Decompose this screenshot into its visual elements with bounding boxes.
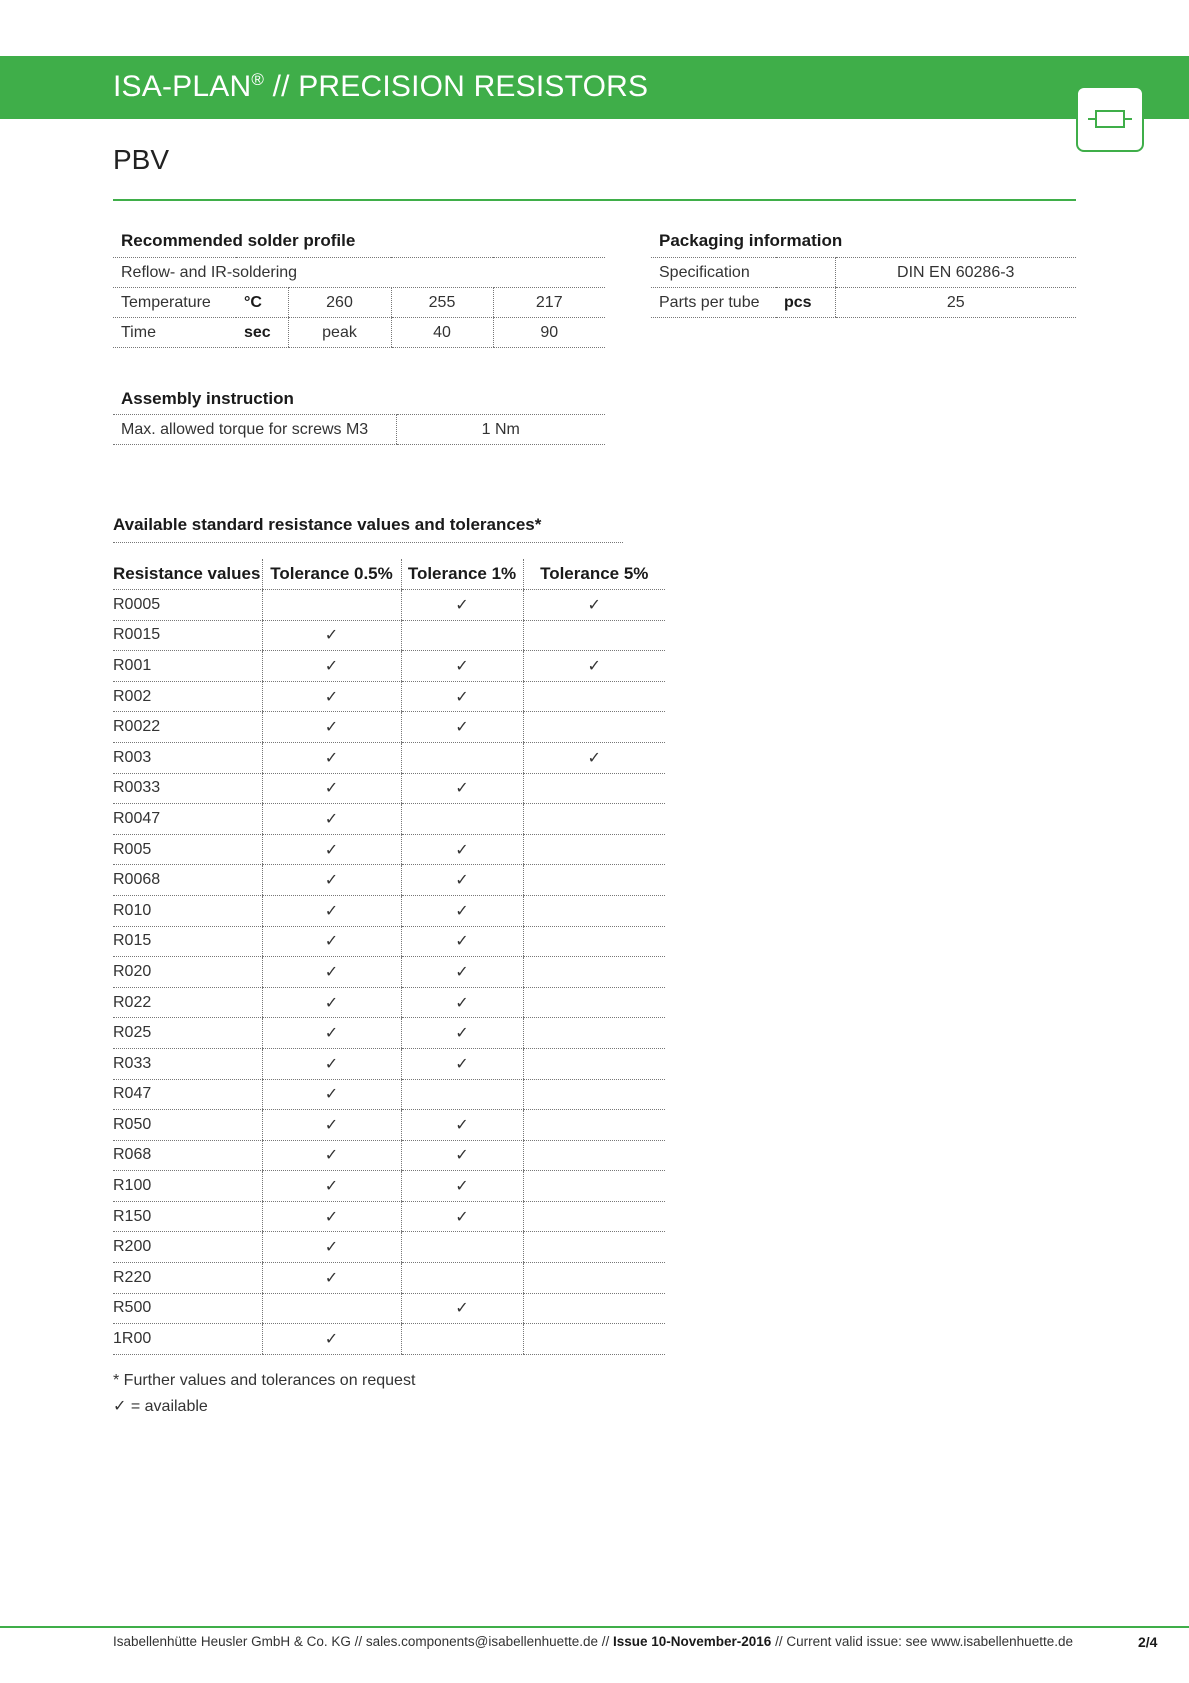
tolerance-cell xyxy=(401,804,523,835)
tolerance-cell xyxy=(523,773,665,804)
tolerance-cell xyxy=(401,1324,523,1355)
title-divider xyxy=(113,199,1076,201)
note-further-values: * Further values and tolerances on request xyxy=(113,1372,416,1389)
tolerance-cell xyxy=(401,742,523,773)
tolerance-cell: ✓ xyxy=(262,1018,401,1049)
resistance-value-cell: R050 xyxy=(113,1110,262,1141)
header-band xyxy=(0,56,1189,119)
table-row: Specification DIN EN 60286-3 xyxy=(651,258,1076,288)
tolerance-cell: ✓ xyxy=(401,1140,523,1171)
resistance-value-cell: R022 xyxy=(113,987,262,1018)
tolerance-cell xyxy=(401,1232,523,1263)
solder-method: Reflow- and IR-soldering xyxy=(113,258,605,288)
tolerance-cell xyxy=(523,1140,665,1171)
table-row xyxy=(113,1110,665,1141)
tolerance-cell: ✓ xyxy=(262,1232,401,1263)
tolerance-cell: ✓ xyxy=(262,834,401,865)
resistance-value-cell: R0022 xyxy=(113,712,262,743)
tolerance-cell: ✓ xyxy=(262,681,401,712)
solder-profile-table xyxy=(113,257,605,348)
tolerance-cell: ✓ xyxy=(262,742,401,773)
resistance-value-cell: R002 xyxy=(113,681,262,712)
resistor-icon xyxy=(1076,86,1144,152)
tolerance-cell: ✓ xyxy=(401,957,523,988)
table-row xyxy=(113,1201,665,1232)
table-row xyxy=(113,1171,665,1202)
resistance-value-cell: R0068 xyxy=(113,865,262,896)
table-row: Time sec peak 40 90 xyxy=(113,318,605,348)
table-row xyxy=(113,1263,665,1294)
resistance-value-cell: R100 xyxy=(113,1171,262,1202)
column-header: Resistance values xyxy=(113,559,262,590)
tolerance-cell: ✓ xyxy=(401,1018,523,1049)
footer-text: Isabellenhütte Heusler GmbH & Co. KG // sales.components@isabellenhuette.de // Issue 10-November-2016 // Current valid issue: see www.isabellenhuette.de xyxy=(113,1634,1073,1649)
tolerance-cell: ✓ xyxy=(262,651,401,682)
table-row xyxy=(113,926,665,957)
tolerance-cell xyxy=(523,1079,665,1110)
tolerance-cell: ✓ xyxy=(401,773,523,804)
resistance-value-cell: R150 xyxy=(113,1201,262,1232)
tolerance-cell xyxy=(523,1110,665,1141)
resistance-value-cell: R068 xyxy=(113,1140,262,1171)
tolerance-cell xyxy=(523,620,665,651)
tolerance-cell xyxy=(523,834,665,865)
tolerance-cell: ✓ xyxy=(401,681,523,712)
table-row xyxy=(113,834,665,865)
tolerance-cell xyxy=(523,1048,665,1079)
column-header: Tolerance 1% xyxy=(401,559,523,590)
tolerance-cell: ✓ xyxy=(523,651,665,682)
tolerance-cell: ✓ xyxy=(401,651,523,682)
tolerance-cell: ✓ xyxy=(262,1171,401,1202)
tolerance-cell: ✓ xyxy=(262,1048,401,1079)
column-header: Tolerance 0.5% xyxy=(262,559,401,590)
table-row xyxy=(113,620,665,651)
resistance-value-cell: 1R00 xyxy=(113,1324,262,1355)
tolerance-cell: ✓ xyxy=(401,895,523,926)
table-row: Parts per tube pcs 25 xyxy=(651,288,1076,318)
resistance-value-cell: R005 xyxy=(113,834,262,865)
tolerance-cell: ✓ xyxy=(262,1140,401,1171)
table-row xyxy=(113,1293,665,1324)
table-row xyxy=(113,1232,665,1263)
tolerance-cell xyxy=(523,1171,665,1202)
product-name: PBV xyxy=(113,144,170,175)
tolerance-cell: ✓ xyxy=(262,957,401,988)
tolerance-cell: ✓ xyxy=(401,1110,523,1141)
assembly-table xyxy=(113,414,605,445)
tolerance-cell: ✓ xyxy=(262,1324,401,1355)
resistance-table xyxy=(113,559,665,1355)
tolerance-cell: ✓ xyxy=(262,987,401,1018)
resistance-value-cell: R200 xyxy=(113,1232,262,1263)
table-row xyxy=(113,590,665,621)
table-header-row xyxy=(113,559,665,590)
resistance-value-cell: R0015 xyxy=(113,620,262,651)
resistance-value-cell: R033 xyxy=(113,1048,262,1079)
tolerance-cell xyxy=(523,681,665,712)
packaging-title: Packaging information xyxy=(659,231,843,250)
tolerance-cell: ✓ xyxy=(262,1110,401,1141)
tolerance-cell xyxy=(523,1324,665,1355)
tolerance-cell: ✓ xyxy=(401,590,523,621)
tolerance-cell xyxy=(401,1079,523,1110)
table-row xyxy=(113,712,665,743)
table-row xyxy=(113,1324,665,1355)
resistance-value-cell: R025 xyxy=(113,1018,262,1049)
resistance-value-cell: R001 xyxy=(113,651,262,682)
resistance-value-cell: R0047 xyxy=(113,804,262,835)
resistance-value-cell: R500 xyxy=(113,1293,262,1324)
column-header: Tolerance 5% xyxy=(523,559,665,590)
tolerance-cell: ✓ xyxy=(262,804,401,835)
tolerance-cell xyxy=(401,1263,523,1294)
tolerance-cell xyxy=(401,620,523,651)
tolerance-cell xyxy=(262,590,401,621)
resistance-value-cell: R010 xyxy=(113,895,262,926)
tolerance-cell: ✓ xyxy=(401,1171,523,1202)
tolerance-cell: ✓ xyxy=(401,1201,523,1232)
resistance-title-rule xyxy=(113,542,623,543)
table-row xyxy=(113,681,665,712)
tolerance-cell: ✓ xyxy=(401,1048,523,1079)
table-row xyxy=(113,895,665,926)
tolerance-cell xyxy=(523,895,665,926)
tolerance-cell xyxy=(523,1293,665,1324)
tolerance-cell: ✓ xyxy=(401,987,523,1018)
table-row xyxy=(113,773,665,804)
resistance-value-cell: R0005 xyxy=(113,590,262,621)
tolerance-cell: ✓ xyxy=(262,620,401,651)
table-row: Temperature °C 260 255 217 xyxy=(113,288,605,318)
table-row xyxy=(113,957,665,988)
tolerance-cell: ✓ xyxy=(262,1079,401,1110)
tolerance-cell: ✓ xyxy=(401,834,523,865)
table-row xyxy=(113,258,605,288)
resistance-value-cell: R047 xyxy=(113,1079,262,1110)
solder-profile-title: Recommended solder profile xyxy=(121,231,356,250)
table-row: Max. allowed torque for screws M3 1 Nm xyxy=(113,415,605,445)
tolerance-cell xyxy=(523,1018,665,1049)
table-row xyxy=(113,865,665,896)
tolerance-cell: ✓ xyxy=(401,865,523,896)
tolerance-cell xyxy=(523,804,665,835)
tolerance-cell: ✓ xyxy=(262,712,401,743)
note-available-legend: ✓ = available xyxy=(113,1398,208,1415)
tolerance-cell: ✓ xyxy=(401,1293,523,1324)
tolerance-cell xyxy=(523,712,665,743)
tolerance-cell xyxy=(523,1201,665,1232)
resistance-title: Available standard resistance values and tolerances* xyxy=(113,515,542,534)
table-row xyxy=(113,1018,665,1049)
tolerance-cell xyxy=(523,926,665,957)
table-row xyxy=(113,1140,665,1171)
tolerance-cell: ✓ xyxy=(262,865,401,896)
table-row xyxy=(113,987,665,1018)
tolerance-cell: ✓ xyxy=(401,926,523,957)
tolerance-cell: ✓ xyxy=(262,1201,401,1232)
tolerance-cell: ✓ xyxy=(523,742,665,773)
packaging-table xyxy=(651,257,1076,318)
assembly-title: Assembly instruction xyxy=(121,389,294,408)
tolerance-cell xyxy=(262,1293,401,1324)
tolerance-cell: ✓ xyxy=(262,895,401,926)
header-title: ISA-PLAN® // PRECISION RESISTORS xyxy=(113,70,649,103)
resistance-value-cell: R020 xyxy=(113,957,262,988)
tolerance-cell: ✓ xyxy=(401,712,523,743)
tolerance-cell xyxy=(523,1232,665,1263)
tolerance-cell: ✓ xyxy=(262,773,401,804)
tolerance-cell: ✓ xyxy=(262,926,401,957)
tolerance-cell xyxy=(523,865,665,896)
resistance-value-cell: R0033 xyxy=(113,773,262,804)
table-row xyxy=(113,804,665,835)
resistance-value-cell: R220 xyxy=(113,1263,262,1294)
resistance-value-cell: R015 xyxy=(113,926,262,957)
resistor-icon-graphic xyxy=(1078,88,1142,150)
table-row xyxy=(113,742,665,773)
tolerance-cell: ✓ xyxy=(262,1263,401,1294)
tolerance-cell xyxy=(523,957,665,988)
page-number: 2/4 xyxy=(1138,1634,1158,1650)
resistance-value-cell: R003 xyxy=(113,742,262,773)
tolerance-cell: ✓ xyxy=(523,590,665,621)
table-row xyxy=(113,651,665,682)
tolerance-cell xyxy=(523,987,665,1018)
tolerance-cell xyxy=(523,1263,665,1294)
footer-divider xyxy=(0,1626,1189,1628)
table-row xyxy=(113,1079,665,1110)
table-row xyxy=(113,1048,665,1079)
